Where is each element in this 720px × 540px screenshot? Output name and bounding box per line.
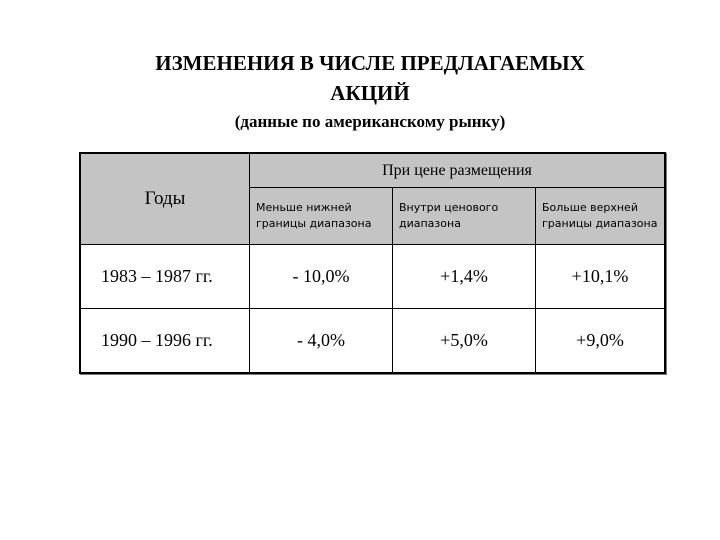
value-cell-within: +5,0%: [393, 309, 536, 374]
table-row: [80, 309, 665, 374]
price-group-header: При цене размещения: [250, 153, 666, 188]
column-header-below-line1: Меньше нижней: [256, 201, 352, 214]
title-line-2: АКЦИЙ: [330, 81, 410, 105]
table-row: [80, 245, 665, 309]
slide-title: [60, 48, 680, 108]
column-header-above-line1: Больше верхней: [542, 201, 638, 214]
value-cell-above: +9,0%: [536, 309, 666, 374]
column-header-below-range: [250, 188, 393, 245]
slide-subtitle: (данные по американскому рынку): [234, 112, 506, 131]
offering-change-table: [79, 152, 666, 374]
value-cell-within: +1,4%: [393, 245, 536, 309]
column-header-within-range: [393, 188, 536, 245]
value-cell-below: - 4,0%: [250, 309, 393, 374]
column-header-below-line2: границы диапазона: [256, 217, 372, 230]
column-header-within-line1: Внутри ценового: [399, 201, 499, 214]
value-cell-below: - 10,0%: [250, 245, 393, 309]
value-cell-above: +10,1%: [536, 245, 666, 309]
year-cell: 1983 – 1987 гг.: [80, 245, 250, 309]
years-header: Годы: [80, 153, 250, 245]
year-cell: 1990 – 1996 гг.: [80, 309, 250, 374]
column-header-above-line2: границы диапазона: [542, 217, 658, 230]
title-line-1: ИЗМЕНЕНИЯ В ЧИСЛЕ ПРЕДЛАГАЕМЫХ: [155, 51, 585, 75]
column-header-above-range: [536, 188, 666, 245]
column-header-within-line2: диапазона: [399, 217, 461, 230]
header-row-top: [80, 153, 665, 188]
